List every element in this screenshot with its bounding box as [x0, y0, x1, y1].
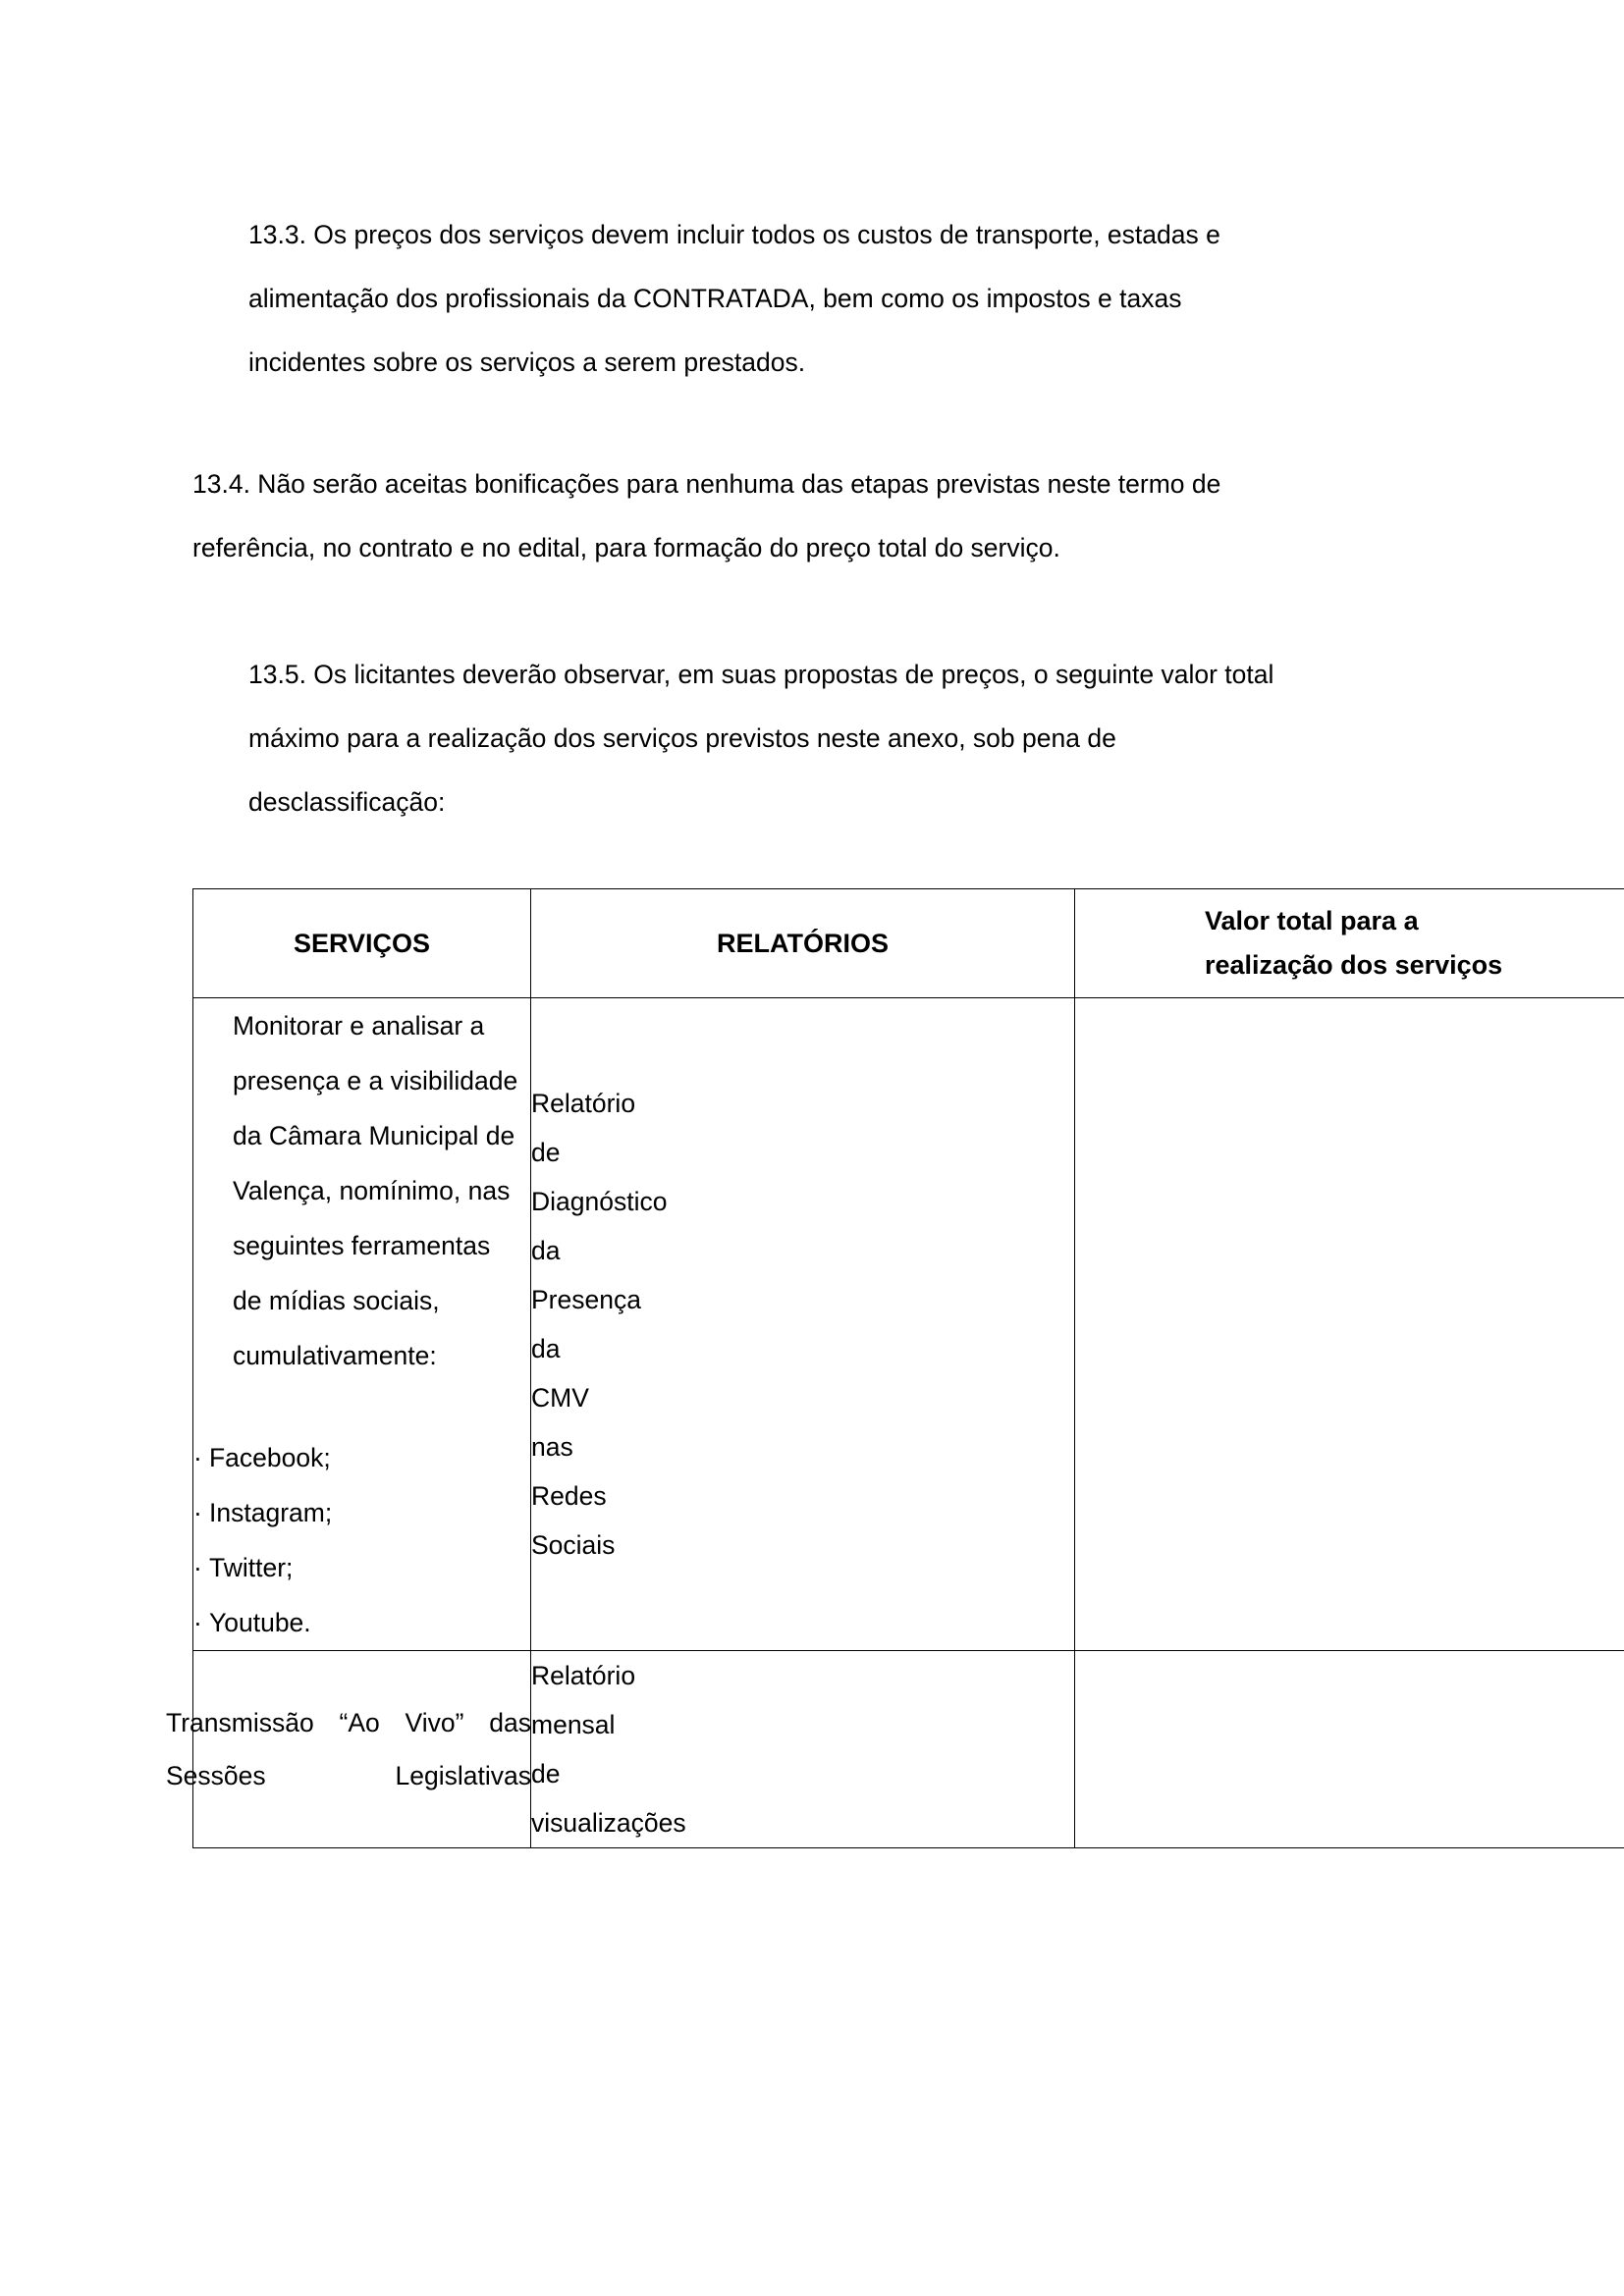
relatorio-word: Relatório — [531, 1089, 636, 1118]
table-row — [193, 998, 1624, 1651]
bullet-dot-icon: · — [193, 1553, 202, 1582]
relatorio-line-1 — [531, 1079, 1074, 1275]
transmissao-word: das — [489, 1708, 531, 1737]
paragraph-13-5: 13.5. Os licitantes deverão observar, em suas propostas de preços, o seguinte valor total máximo para a realização dos serviços previstos neste anexo, sob pena de desclassificação: — [248, 659, 1274, 817]
relatorio-line-3: Sociais — [531, 1530, 616, 1560]
relatorio-word: mensal — [531, 1710, 616, 1739]
relatorio-word: Diagnóstico — [531, 1187, 668, 1216]
column-header-valor-total — [1075, 889, 1624, 998]
column-header-relatorios: RELATÓRIOS — [531, 889, 1075, 998]
column-header-valor-line1: Valor total para a — [1205, 906, 1419, 935]
cell-valor-total-row2[interactable] — [1075, 1651, 1624, 1848]
column-header-valor-line2: realização dos serviços — [1205, 950, 1503, 980]
table-row — [193, 1651, 1624, 1848]
relatorio2-line-2: visualizações — [531, 1808, 686, 1838]
paragraph-13-3: 13.3. Os preços dos serviços devem incluir todos os custos de transporte, estadas e alimentação dos profissionais da CONTRATADA, bem como os impostos e taxas incidentes sobre os serviços a serem prestados. — [248, 219, 1220, 377]
transmissao-line-1 — [166, 1696, 531, 1749]
relatorio-line-2 — [531, 1275, 1074, 1521]
transmissao-word: Vivo” — [405, 1708, 464, 1737]
list-item-label: Youtube. — [209, 1608, 311, 1637]
relatorio-word: Redes — [531, 1481, 607, 1511]
relatorio-word: de — [531, 1759, 561, 1789]
bullet-dot-icon: · — [193, 1608, 202, 1637]
servicos-list — [193, 1430, 530, 1650]
paragraph-13-4: 13.4. Não serão aceitas bonificações para nenhuma das etapas previstas neste termo de referência, no contrato e no edital, para formação do preço total do serviço. — [192, 468, 1221, 562]
cell-relatorio-visualizacoes — [531, 1651, 1075, 1848]
relatorio-word: CMV — [531, 1383, 589, 1413]
relatorio-word: Relatório — [531, 1661, 636, 1690]
relatorio-word: da — [531, 1334, 561, 1363]
servicos-intro-text: Monitorar e analisar a presença e a visibilidade da Câmara Municipal de Valença, nomínimo, nas seguintes ferramentas de mídias sociais, cumulativamente: — [233, 1011, 518, 1370]
list-item-label: Instagram; — [209, 1498, 333, 1527]
column-header-servicos: SERVIÇOS — [193, 889, 531, 998]
relatorio-word: da — [531, 1236, 561, 1265]
list-item — [193, 1595, 530, 1650]
transmissao-text — [166, 1696, 531, 1802]
list-item-label: Twitter; — [209, 1553, 294, 1582]
relatorio-word: Presença — [531, 1285, 641, 1314]
transmissao-word: Transmissão — [166, 1708, 314, 1737]
cell-servicos-monitoramento — [193, 998, 531, 1651]
list-item-label: Facebook; — [209, 1443, 331, 1472]
relatorio-word: nas — [531, 1432, 573, 1462]
bullet-dot-icon: · — [193, 1443, 202, 1472]
list-item — [193, 1540, 530, 1595]
list-item — [193, 1430, 530, 1485]
price-table — [166, 888, 1624, 1848]
transmissao-word: Legislativas — [395, 1761, 531, 1790]
cell-valor-total-row1[interactable] — [1075, 998, 1624, 1651]
list-item — [193, 1485, 530, 1540]
cell-relatorio-diagnostico — [531, 998, 1075, 1651]
transmissao-line-2 — [166, 1749, 531, 1802]
relatorio2-line-1 — [531, 1651, 1074, 1798]
relatorio-word: de — [531, 1138, 561, 1167]
cell-servicos-transmissao — [166, 1651, 531, 1848]
table-header-row — [193, 889, 1624, 998]
transmissao-word: “Ao — [339, 1708, 380, 1737]
transmissao-word: Sessões — [166, 1761, 266, 1790]
bullet-dot-icon: · — [193, 1498, 202, 1527]
